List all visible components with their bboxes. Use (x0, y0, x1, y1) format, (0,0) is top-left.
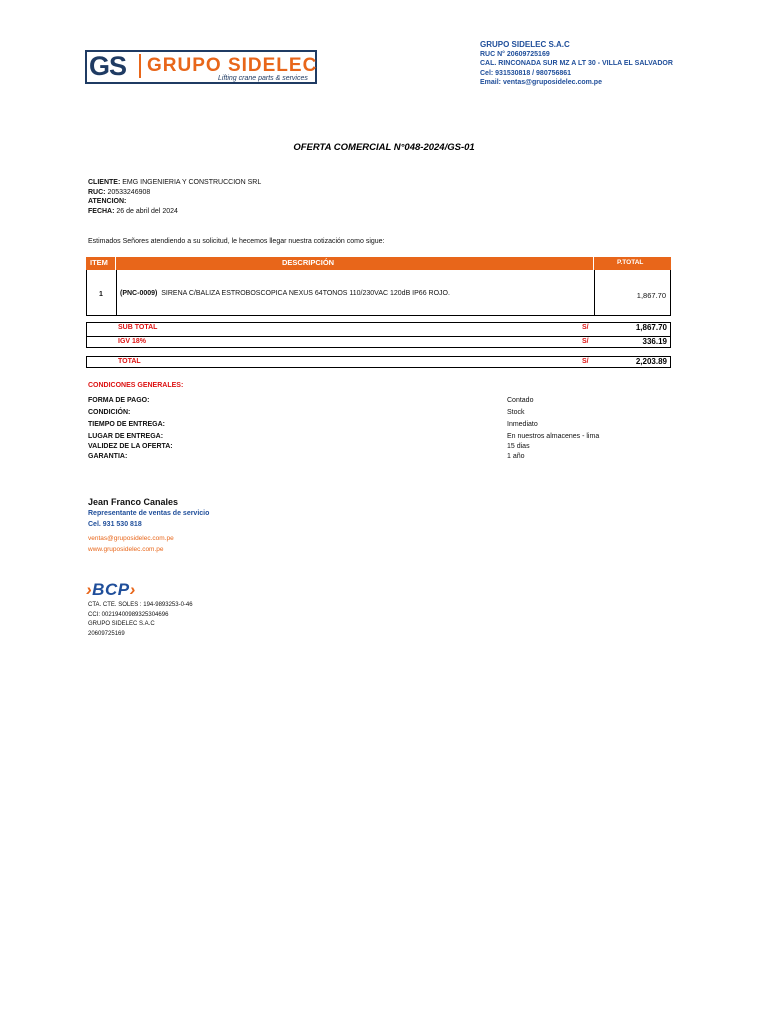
subtotal-currency: S/ (582, 324, 589, 331)
company-email[interactable]: Email: ventas@gruposidelec.com.pe (480, 79, 602, 86)
intro-text: Estimados Señores atendiendo a su solicitud, le hecemos llegar nuestra cotización como sigue: (88, 238, 385, 245)
subtotal-separator (87, 336, 670, 337)
logo-tagline: Lifting crane parts & services (218, 75, 308, 82)
signature-name: Jean Franco Canales (88, 497, 179, 507)
condition-value: 1 año (507, 453, 525, 460)
total-currency: S/ (582, 358, 589, 365)
row-divider (116, 270, 117, 315)
header-description: DESCRIPCIÓN (282, 258, 335, 267)
row-item-number: 1 (99, 291, 103, 298)
bank-details (88, 601, 193, 639)
signature-website-link[interactable]: www.gruposidelec.com.pe (88, 546, 164, 553)
ruc-label: RUC: (88, 188, 106, 196)
ruc-value: 20533246908 (107, 188, 151, 196)
bcp-chevron-icon: › (86, 580, 93, 599)
igv-currency: S/ (582, 338, 589, 345)
company-logo (85, 50, 319, 87)
signature-role: Representante de ventas de servicio (88, 510, 210, 517)
bank-account: CTA. CTE. SOLES : 194-9893253-0-46 (88, 602, 193, 608)
igv-label: IGV 18% (118, 338, 147, 345)
row-code: (PNC-0009) (120, 290, 158, 297)
atencion-row (88, 197, 261, 207)
conditions-values (507, 395, 599, 463)
condition-label: LUGAR DE ENTREGA: (88, 433, 164, 440)
condition-value: Inmediato (507, 421, 538, 428)
logo-divider (139, 54, 141, 78)
bank-cci: CCI: 00219400989325304696 (88, 611, 169, 618)
header-divider (115, 257, 116, 270)
bcp-logo-text: BCP (92, 580, 130, 599)
company-ruc: RUC N° 20609725169 (480, 50, 550, 58)
igv-value: 336.19 (642, 337, 667, 346)
table-row (86, 270, 671, 316)
condition-value: 15 dias (507, 443, 530, 450)
fecha-value: 26 de abril del 2024 (116, 207, 178, 215)
signature-email-link[interactable]: ventas@gruposidelec.com.pe (88, 535, 174, 542)
fecha-row (88, 207, 261, 217)
header-total: P.TOTAL (617, 259, 644, 266)
logo-monogram: GS (89, 51, 127, 81)
company-address: CAL. RINCONADA SUR MZ A LT 30 - VILLA EL SALVADOR (480, 60, 673, 67)
grand-total-box (86, 356, 671, 368)
condition-label: TIEMPO DE ENTREGA: (88, 421, 166, 428)
row-divider (594, 270, 595, 315)
conditions-labels (88, 395, 173, 463)
client-info (88, 178, 261, 216)
fecha-label: FECHA: (88, 207, 115, 215)
condition-value: En nuestros almacenes - lima (507, 433, 600, 440)
total-label: TOTAL (118, 358, 141, 365)
row-total: 1,867.70 (636, 291, 666, 300)
company-name: GRUPO SIDELEC S.A.C (480, 40, 570, 49)
offer-title: OFERTA COMERCIAL N°048-2024/GS-01 (293, 142, 475, 153)
client-label: CLIENTE: (88, 179, 121, 186)
row-description (120, 290, 450, 297)
header-item: ITEM (90, 258, 108, 267)
row-description-text: SIRENA C/BALIZA ESTROBOSCOPICA NEXUS 64TONOS 110/230VAC 120dB IP66 ROJO. (161, 290, 450, 297)
table-header (86, 257, 671, 270)
client-row (88, 178, 261, 188)
subtotal-value: 1,867.70 (635, 323, 667, 332)
company-info (480, 40, 673, 88)
condition-value: Contado (507, 397, 534, 404)
total-value: 2,203.89 (635, 357, 667, 366)
condition-label: FORMA DE PAGO: (88, 397, 150, 404)
subtotal-label: SUB TOTAL (118, 324, 158, 331)
condition-label: CONDICIÓN: (88, 409, 131, 416)
header-divider (593, 257, 594, 270)
bcp-logo (86, 580, 136, 600)
signature-phone: Cel. 931 530 818 (88, 521, 142, 528)
condition-label: GARANTIA: (88, 453, 128, 460)
subtotals-box (86, 322, 671, 348)
bank-holder: GRUPO SIDELEC S.A.C (88, 621, 155, 627)
logo-wordmark: GRUPO SIDELEC (147, 55, 318, 76)
condition-value: Stock (507, 409, 525, 416)
atencion-label: ATENCION: (88, 198, 127, 206)
client-value: EMG INGENIERIA Y CONSTRUCCION SRL (122, 179, 262, 186)
conditions-title: CONDICONES GENERALES: (88, 382, 184, 389)
bcp-chevron-icon: › (129, 580, 136, 599)
condition-label: VALIDEZ DE LA OFERTA: (88, 443, 173, 450)
company-phones: Cel: 931530818 / 980756861 (480, 69, 572, 77)
ruc-row (88, 188, 261, 198)
bank-ruc: 20609725169 (88, 630, 125, 637)
